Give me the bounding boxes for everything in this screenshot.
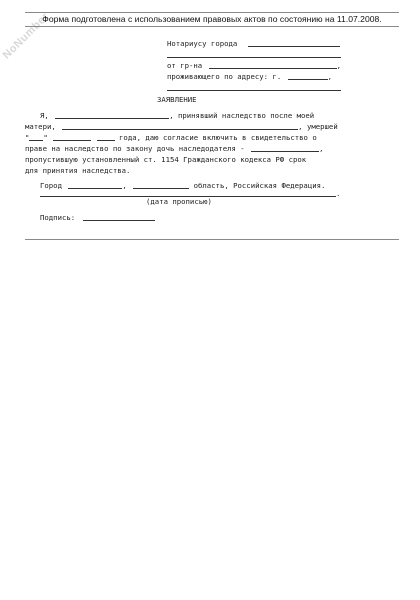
city-label: Город xyxy=(40,181,62,190)
addressee-from-line: от гр-на , xyxy=(167,61,341,70)
place-line: Город , область, Российская Федерация. xyxy=(40,181,326,190)
bottom-divider xyxy=(25,239,399,240)
body-l3-quote-open: " xyxy=(25,133,30,142)
addressee-blank-2 xyxy=(167,49,341,58)
date-caption: (дата прописью) xyxy=(146,197,212,206)
addressee-line-2 xyxy=(167,49,341,60)
region-label: область, Российская Федерация. xyxy=(193,181,326,190)
applicant-name-blank xyxy=(55,110,169,119)
body-l2-text-b: , умершей xyxy=(298,122,338,131)
address-blank xyxy=(288,71,328,80)
address-label: проживающего по адресу: г. xyxy=(167,72,282,81)
document-header: Форма подготовлена с использованием правовых актов по состоянию на 11.07.2008. xyxy=(25,12,399,27)
addressee-address-line: проживающего по адресу: г. , xyxy=(167,72,333,81)
body-line-5: пропустившую установленный ст. 1154 Гражданского кодекса РФ срок xyxy=(25,155,307,164)
notary-city-label: Нотариусу города xyxy=(167,39,238,48)
body-line-3 xyxy=(25,132,317,143)
body-l1-text-b: , принявший наследство после моей xyxy=(169,111,315,120)
body-l3-text: года, даю согласие включить в свидетельство о xyxy=(119,133,317,142)
signature-label: Подпись: xyxy=(40,213,76,222)
body-l2-text-a: матери, xyxy=(25,122,56,131)
watermark: NoNumber xyxy=(0,10,52,62)
mother-name-blank xyxy=(62,121,298,130)
addressee-line-5 xyxy=(167,82,341,93)
from-citizen-label: от гр-на xyxy=(167,61,203,70)
date-line: . xyxy=(40,188,340,199)
from-citizen-blank xyxy=(209,60,337,69)
body-l1-text-a: Я, xyxy=(40,111,49,120)
body-line-6: для принятия наследства. xyxy=(25,166,131,175)
body-line-4: праве на наследство по закону дочь наследодателя - , xyxy=(25,144,324,153)
signature-line xyxy=(40,212,155,223)
death-year-blank xyxy=(97,132,115,141)
document-title: ЗАЯВЛЕНИЕ xyxy=(157,95,197,104)
body-l4-text: праве на наследство по закону дочь наследодателя - xyxy=(25,144,245,153)
death-month-blank xyxy=(53,132,91,141)
death-day-blank xyxy=(29,132,43,141)
body-line-2 xyxy=(25,121,338,132)
notary-city-blank xyxy=(248,38,340,47)
body-l3-quote-close: " xyxy=(43,133,48,142)
heir-name-blank xyxy=(251,143,319,152)
signature-blank xyxy=(83,212,155,221)
body-line-1 xyxy=(40,110,314,121)
addressee-notary-line xyxy=(167,38,340,49)
addressee-blank-5 xyxy=(167,82,341,91)
